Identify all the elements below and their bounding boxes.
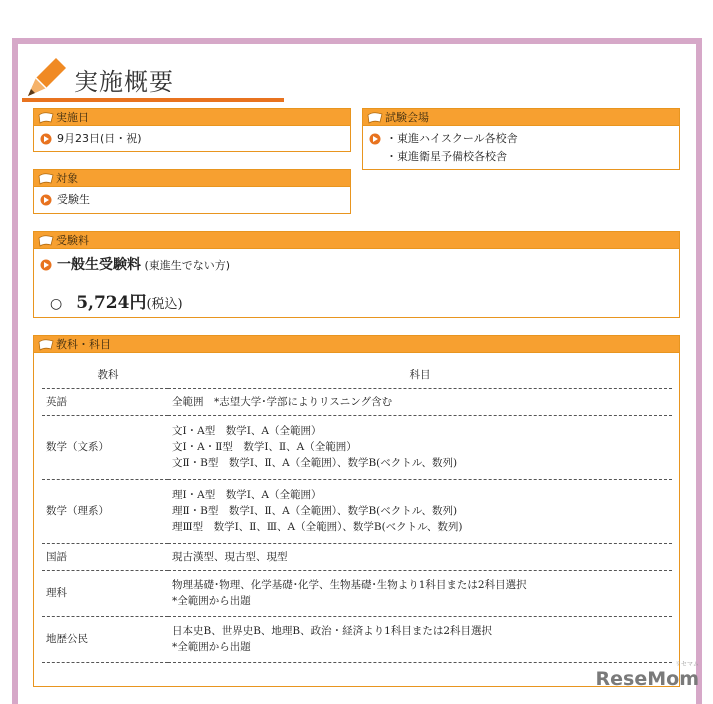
course-cell [168,616,672,662]
date-box-label: 実施日 [56,111,89,124]
course-line: 文Ⅰ・A型 数学Ⅰ、A（全範囲） [172,425,322,437]
course-line: 理Ⅰ・A型 数学Ⅰ、A（全範囲） [172,489,322,501]
course-line: 物理基礎･物理、化学基礎･化学、生物基礎･生物より1科目または2科目選択 [172,579,527,591]
memo-icon [38,172,54,185]
course-line: *全範囲から出題 [172,641,251,653]
fee-box-header [34,232,679,249]
page-title: 実施概要 [74,68,174,96]
venue-row [369,148,673,166]
subject-cell: 地歴公民 [42,616,168,662]
subjects-box-label: 教科・科目 [56,338,111,351]
tax-note: (税込) [146,297,183,312]
memo-icon [38,234,54,247]
table-row [42,616,672,662]
table-row [42,570,672,616]
section-heading [22,52,292,104]
arrow-right-icon [40,194,52,206]
fee-box [33,231,680,318]
heading-underline [22,98,284,102]
course-cell [168,543,672,570]
subject-cell: 国語 [42,543,168,570]
course-cell [168,415,672,479]
subject-cell: 数学（文系） [42,415,168,479]
table-header-row [42,362,672,388]
header-course: 科目 [168,362,672,388]
table-row [42,479,672,543]
target-box [33,169,351,214]
date-row [40,130,344,148]
price-value: 5,724円 [76,293,147,313]
pencil-icon [22,52,72,102]
header-subject: 教科 [42,362,168,388]
target-box-label: 対象 [56,172,78,185]
venue-box [362,108,680,170]
course-line: 理Ⅱ・B型 数学Ⅰ、Ⅱ、A（全範囲）、数学B(ベクトル、数列) [172,505,458,517]
subject-cell: 理科 [42,570,168,616]
bullet-circle: ○ [50,296,63,312]
target-row [40,191,344,209]
fee-category-note: (東進生でない方) [144,259,231,272]
venue-row [369,130,673,148]
course-cell [168,479,672,543]
arrow-right-icon [40,133,52,145]
arrow-right-icon [369,133,381,145]
fee-category: 一般生受験料 [57,257,141,273]
venue-box-label: 試験会場 [385,111,429,124]
venue-box-header [363,109,679,126]
resemom-watermark: ReseMom [595,668,699,690]
venue-item: ・東進ハイスクール各校舎 [386,132,518,145]
table-row [42,388,672,415]
memo-icon [38,338,54,351]
table-row [42,415,672,479]
table-row [42,543,672,570]
course-line: 全範囲 *志望大学･学部によりリスニング含む [172,395,393,408]
target-value: 受験生 [57,193,90,206]
subject-cell: 英語 [42,388,168,415]
course-line: 文Ⅱ・B型 数学Ⅰ、Ⅱ、A（全範囲）、数学B(ベクトル、数列) [172,457,458,469]
course-cell [168,388,672,415]
course-cell [168,570,672,616]
memo-icon [367,111,383,124]
date-box-header [34,109,350,126]
price-row [40,288,673,313]
course-line: *全範囲から出題 [172,595,251,607]
venue-item: ・東進衛星予備校各校舎 [386,150,507,163]
course-line: 日本史B、世界史B、地理B、政治・経済より1科目または2科目選択 [172,625,493,637]
subjects-table [42,362,672,663]
subject-cell: 数学（理系） [42,479,168,543]
memo-icon [38,111,54,124]
date-box [33,108,351,152]
date-value: 9月23日(日・祝) [57,132,142,145]
subjects-box [33,335,680,687]
watermark-kana: リセマム [675,661,699,668]
fee-box-label: 受験料 [56,234,89,247]
arrow-right-icon [40,259,52,271]
subjects-box-header [34,336,679,353]
target-box-header [34,170,350,187]
fee-category-row [40,255,673,276]
course-line: 現古漢型、現古型、現型 [172,550,288,563]
course-line: 文Ⅰ・A・Ⅱ型 数学Ⅰ、Ⅱ、A（全範囲） [172,441,357,453]
course-line: 理Ⅲ型 数学Ⅰ、Ⅱ、Ⅲ、A（全範囲）、数学B(ベクトル、数列) [172,521,463,533]
